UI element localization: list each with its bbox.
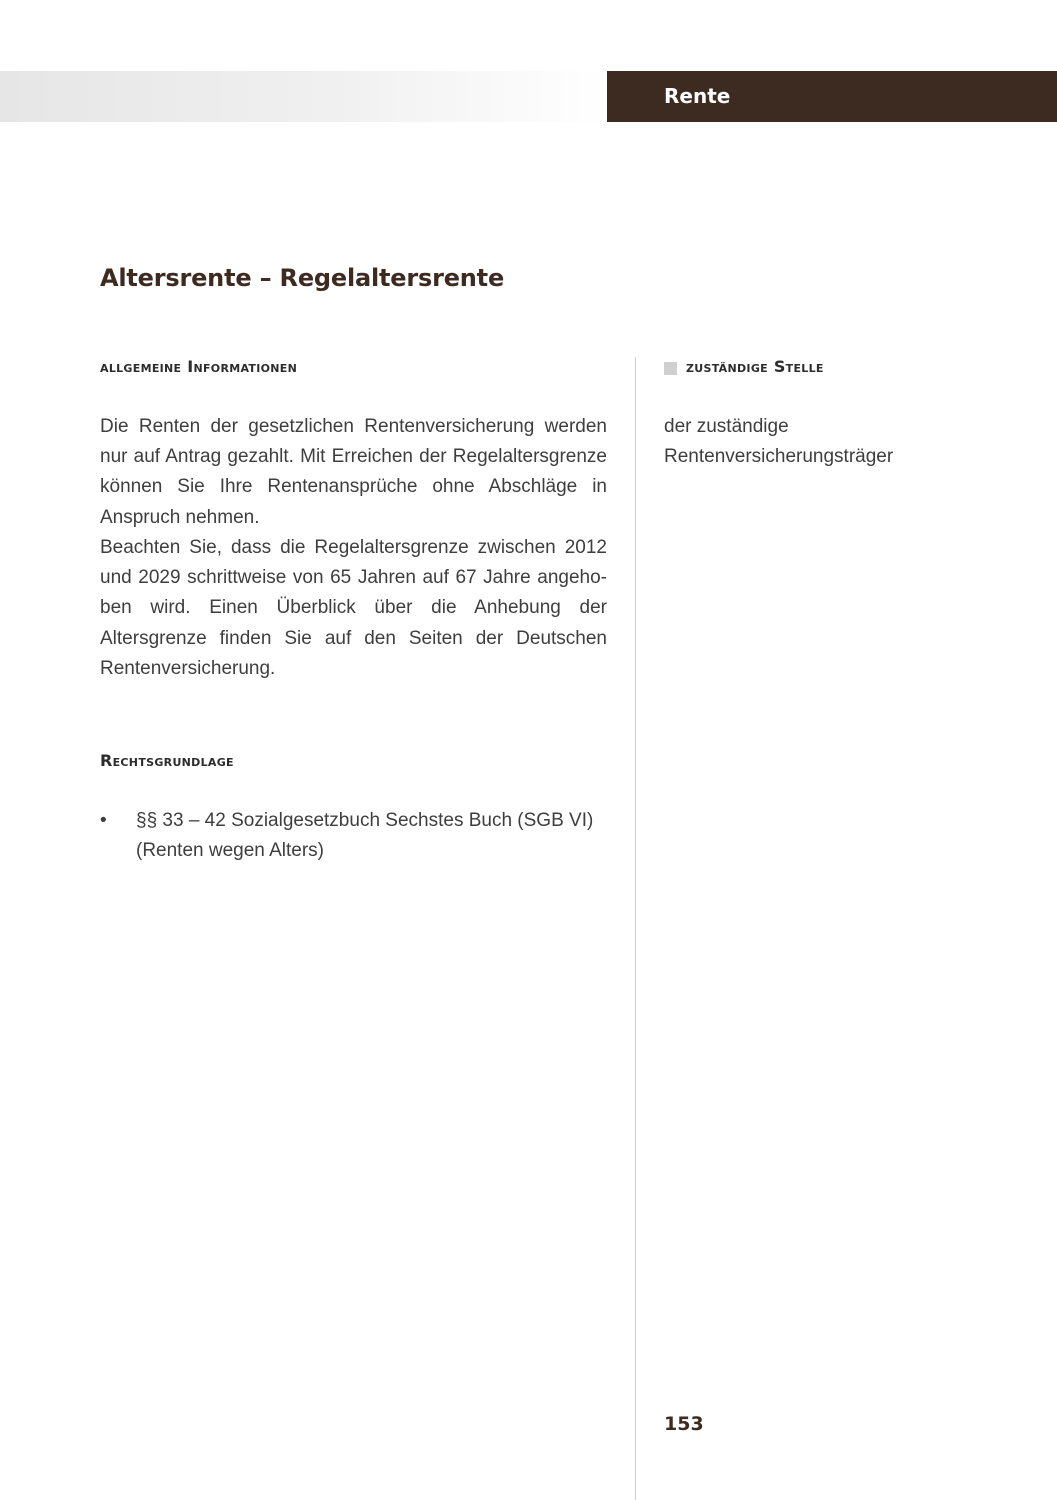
square-bullet-icon	[664, 362, 677, 375]
info-heading: allgemeine Informationen	[100, 357, 298, 376]
header-band	[0, 71, 607, 122]
section-tab-label: Rente	[607, 71, 1057, 122]
info-paragraph-2: Beachten Sie, dass die Regelaltersgrenze zwischen 2012 und 2029 schrittweise von 65 Jahren auf 67 Jahre angehoben wird. Einen Überblick über die Anhebung der Altersgrenze finden Sie auf den Seiten der Deutschen Rentenversicherung.	[100, 537, 607, 679]
authority-line-2: Rentenversicherungsträger	[664, 446, 894, 467]
page-title: Altersrente – Regelaltersrente	[100, 264, 505, 292]
column-divider	[635, 357, 636, 1500]
authority-line-1: der zuständige	[664, 416, 789, 437]
list-bullet: •	[100, 810, 107, 831]
legal-heading: Rechtsgrundlage	[100, 751, 234, 770]
authority-heading: zuständige Stelle	[686, 357, 824, 376]
info-paragraph-1: Die Renten der gesetzlichen Rentenversicherung werden nur auf Antrag gezahlt. Mit Erreichen der Regelaltersgrenze können Sie Ihre Rentenansprüche ohne Abschläge in Anspruch nehmen.	[100, 416, 607, 528]
page-number: 153	[664, 1413, 704, 1435]
legal-item-line-2: (Renten wegen Alters)	[136, 840, 324, 861]
legal-item-line-1: §§ 33 – 42 Sozialgesetzbuch Sechstes Buch (SGB VI)	[136, 810, 594, 831]
